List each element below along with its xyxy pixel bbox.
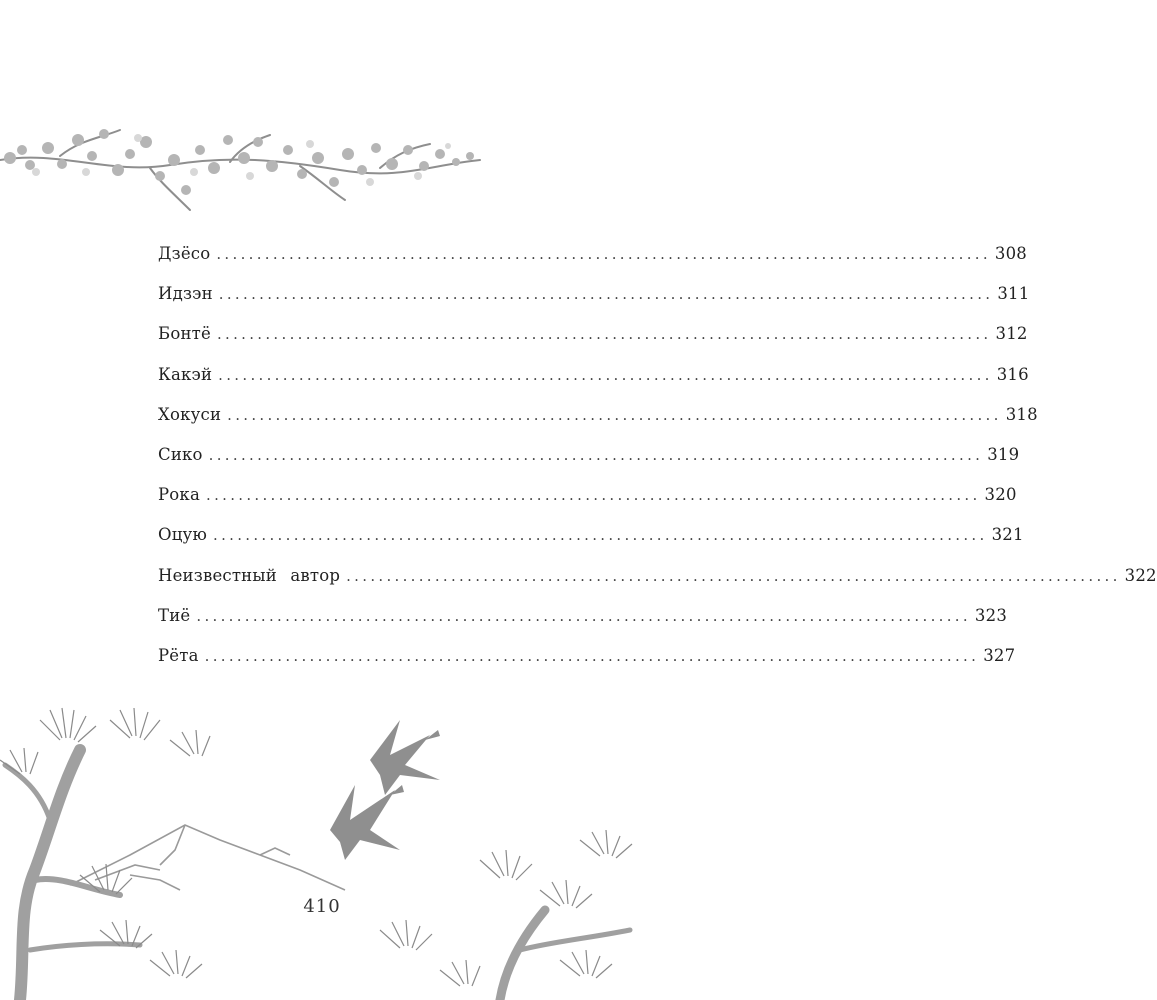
toc-entry <box>158 361 1029 401</box>
dot-leader: ................................................................................................ <box>227 405 1002 424</box>
toc-entry <box>158 602 1008 642</box>
toc-entry <box>158 642 1016 682</box>
dot-leader: ................................................................................................ <box>196 606 971 625</box>
toc-entry-page: 316 <box>996 364 1029 384</box>
mountains-illustration <box>70 825 345 890</box>
toc-entry <box>158 240 1027 280</box>
dot-leader: ................................................................................................ <box>204 646 980 665</box>
landscape-illustration <box>0 680 644 1000</box>
toc-entry-title: Дзёсо <box>158 244 211 263</box>
toc-entry <box>158 441 1020 481</box>
toc-entry-page: 320 <box>984 485 1017 505</box>
dot-leader: ................................................................................................ <box>218 365 993 384</box>
toc-entry <box>158 280 1030 320</box>
toc-entry-page: 327 <box>983 645 1016 665</box>
dot-leader: ................................................................................................ <box>218 285 994 304</box>
toc-entry-title: Тиё <box>158 605 191 625</box>
toc-entry-title: Идзэн <box>158 284 213 304</box>
toc-entry-page: 308 <box>994 244 1027 263</box>
toc-entry-page: 311 <box>997 284 1030 304</box>
toc-entry-title: Бонтё <box>158 324 211 344</box>
dot-leader: ................................................................................................ <box>216 325 992 344</box>
toc-entry-page: 321 <box>991 525 1024 545</box>
toc-entry-title: Рока <box>158 485 200 505</box>
table-of-contents <box>158 240 1157 682</box>
toc-entry-title: Неизвестный автор <box>158 565 341 585</box>
toc-entry-title: Какэй <box>158 364 213 384</box>
flying-cranes-illustration <box>330 720 440 860</box>
toc-entry-title: Хокуси <box>158 404 222 424</box>
toc-entry <box>158 481 1017 521</box>
toc-entry-title: Сико <box>158 444 203 464</box>
dot-leader: ................................................................................................ <box>213 526 988 545</box>
cherry-blossom-branch-illustration <box>0 120 490 220</box>
dot-leader: ................................................................................................ <box>208 445 984 464</box>
toc-entry <box>158 562 1157 602</box>
page-number: 410 <box>303 896 341 917</box>
pine-tree-left-illustration <box>0 708 210 1000</box>
toc-entry-page: 322 <box>1124 565 1157 585</box>
toc-entry <box>158 521 1024 561</box>
toc-entry-page: 312 <box>995 324 1028 344</box>
dot-leader: ................................................................................................ <box>206 486 981 505</box>
dot-leader: ................................................................................................ <box>346 566 1121 585</box>
toc-entry-page: 323 <box>974 605 1008 625</box>
toc-entry-title: Оцую <box>158 525 208 545</box>
toc-entry-page: 318 <box>1005 404 1038 424</box>
toc-entry-page: 319 <box>987 444 1020 464</box>
toc-entry-title: Рёта <box>158 645 199 665</box>
dot-leader: ................................................................................................ <box>216 245 991 263</box>
toc-entry <box>158 320 1028 360</box>
toc-entry <box>158 401 1038 441</box>
